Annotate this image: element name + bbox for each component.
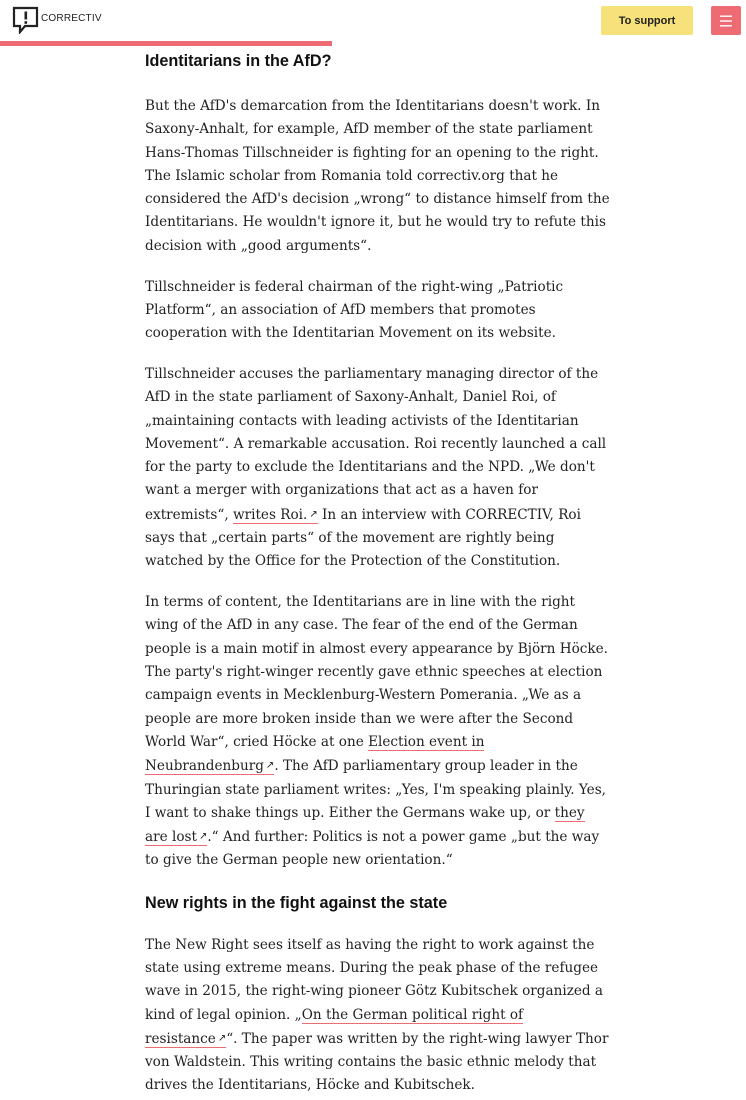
- paragraph: [145, 591, 611, 873]
- paragraph: [145, 363, 611, 574]
- external-link-arrow-icon: ↗: [217, 1032, 227, 1044]
- link-text: On the German political right of resistance: [145, 1006, 524, 1047]
- correctiv-logo[interactable]: [12, 6, 102, 36]
- paragraph-text: Tillschneider accuses the parliamentary managing director of the AfD in the state parliament of Saxony-Anhalt, Daniel Roi, of „maintaining contacts with leading activists of the Identitarian Movement“. A remarkable accusation. Roi recently launched a call for the party to exclude the Identitarians and the NPD. „We don't want a merger with organizations that act as a haven for extremists“,: [145, 365, 607, 523]
- support-button[interactable]: To support: [601, 6, 693, 35]
- reading-progress-bar: [0, 41, 746, 46]
- paragraph-text: “. The paper was written by the right-wing lawyer Thor von Waldstein. This writing contains the basic ethnic melody that drives the Identitarians, Höcke and Kubitschek.: [145, 1030, 609, 1094]
- paragraph-text: .“ And further: Politics is not a power game „but the way to give the German people new orientation.“: [145, 829, 600, 869]
- paragraph-text: In terms of content, the Identitarians are in line with the right wing of the AfD in any case. The fear of the end of the German people is a main motif in almost every appearance by Björn Höcke. The party's right-winger recently gave ethnic speeches at election campaign events in Mecklenburg-Western Pomerania. „We as a people are more broken inside than we were after the Second World War“, cried Höcke at one: [145, 594, 608, 750]
- section-heading-identitarians: Identitarians in the AfD?: [145, 52, 332, 70]
- link-text: Election event in Neubrandenburg: [145, 733, 485, 775]
- external-link-arrow-icon: ↗: [265, 760, 275, 772]
- paragraph: But the AfD's demarcation from the Identitarians doesn't work. In Saxony-Anhalt, for example, AfD member of the state parliament Hans-Thomas Tillschneider is fighting for an opening to the right. The Islamic scholar from Romania told correctiv.org that he considered the AfD's decision „wrong“ to distance himself from the Identitarians. He wouldn't ignore it, but he would try to refute this decision with „good arguments“.: [145, 98, 610, 254]
- link-writes-roi[interactable]: [233, 507, 318, 524]
- paragraph: [145, 934, 611, 1098]
- paragraph-text: . The AfD parliamentary group leader in the Thuringian state parliament writes: „Yes, I'm speaking plainly. Yes, I want to shake things up. Either the Germans wake up, or: [145, 758, 606, 821]
- reading-progress-fill: [0, 41, 332, 46]
- hamburger-menu-icon: [719, 15, 733, 27]
- menu-button[interactable]: [711, 6, 741, 35]
- speech-bubble-exclamation-icon: [12, 6, 39, 34]
- external-link-arrow-icon: ↗: [198, 831, 208, 843]
- paragraph: Tillschneider is federal chairman of the right-wing „Patriotic Platform“, an association of AfD members that promotes cooperation with the Identitarian Movement on its website.: [145, 278, 564, 342]
- article-body: [145, 48, 611, 1098]
- paragraph-text: In an interview with CORRECTIV, Roi says that „certain parts“ of the movement are rightly being watched by the Office for the Protection of the Constitution.: [145, 506, 581, 570]
- logo-text: CORRECTIV: [41, 13, 102, 24]
- paragraph-text: The New Right sees itself as having the right to work against the state using extreme means. During the peak phase of the refugee wave in 2015, the right-wing pioneer Götz Kubitschek organized a kind of legal opinion. „: [145, 936, 604, 1023]
- section-heading-new-rights: New rights in the fight against the state: [145, 893, 448, 912]
- link-text: writes Roi.: [232, 506, 308, 523]
- link-text: they are lost: [145, 804, 585, 846]
- site-header: [0, 0, 746, 44]
- external-link-arrow-icon: ↗: [309, 508, 318, 520]
